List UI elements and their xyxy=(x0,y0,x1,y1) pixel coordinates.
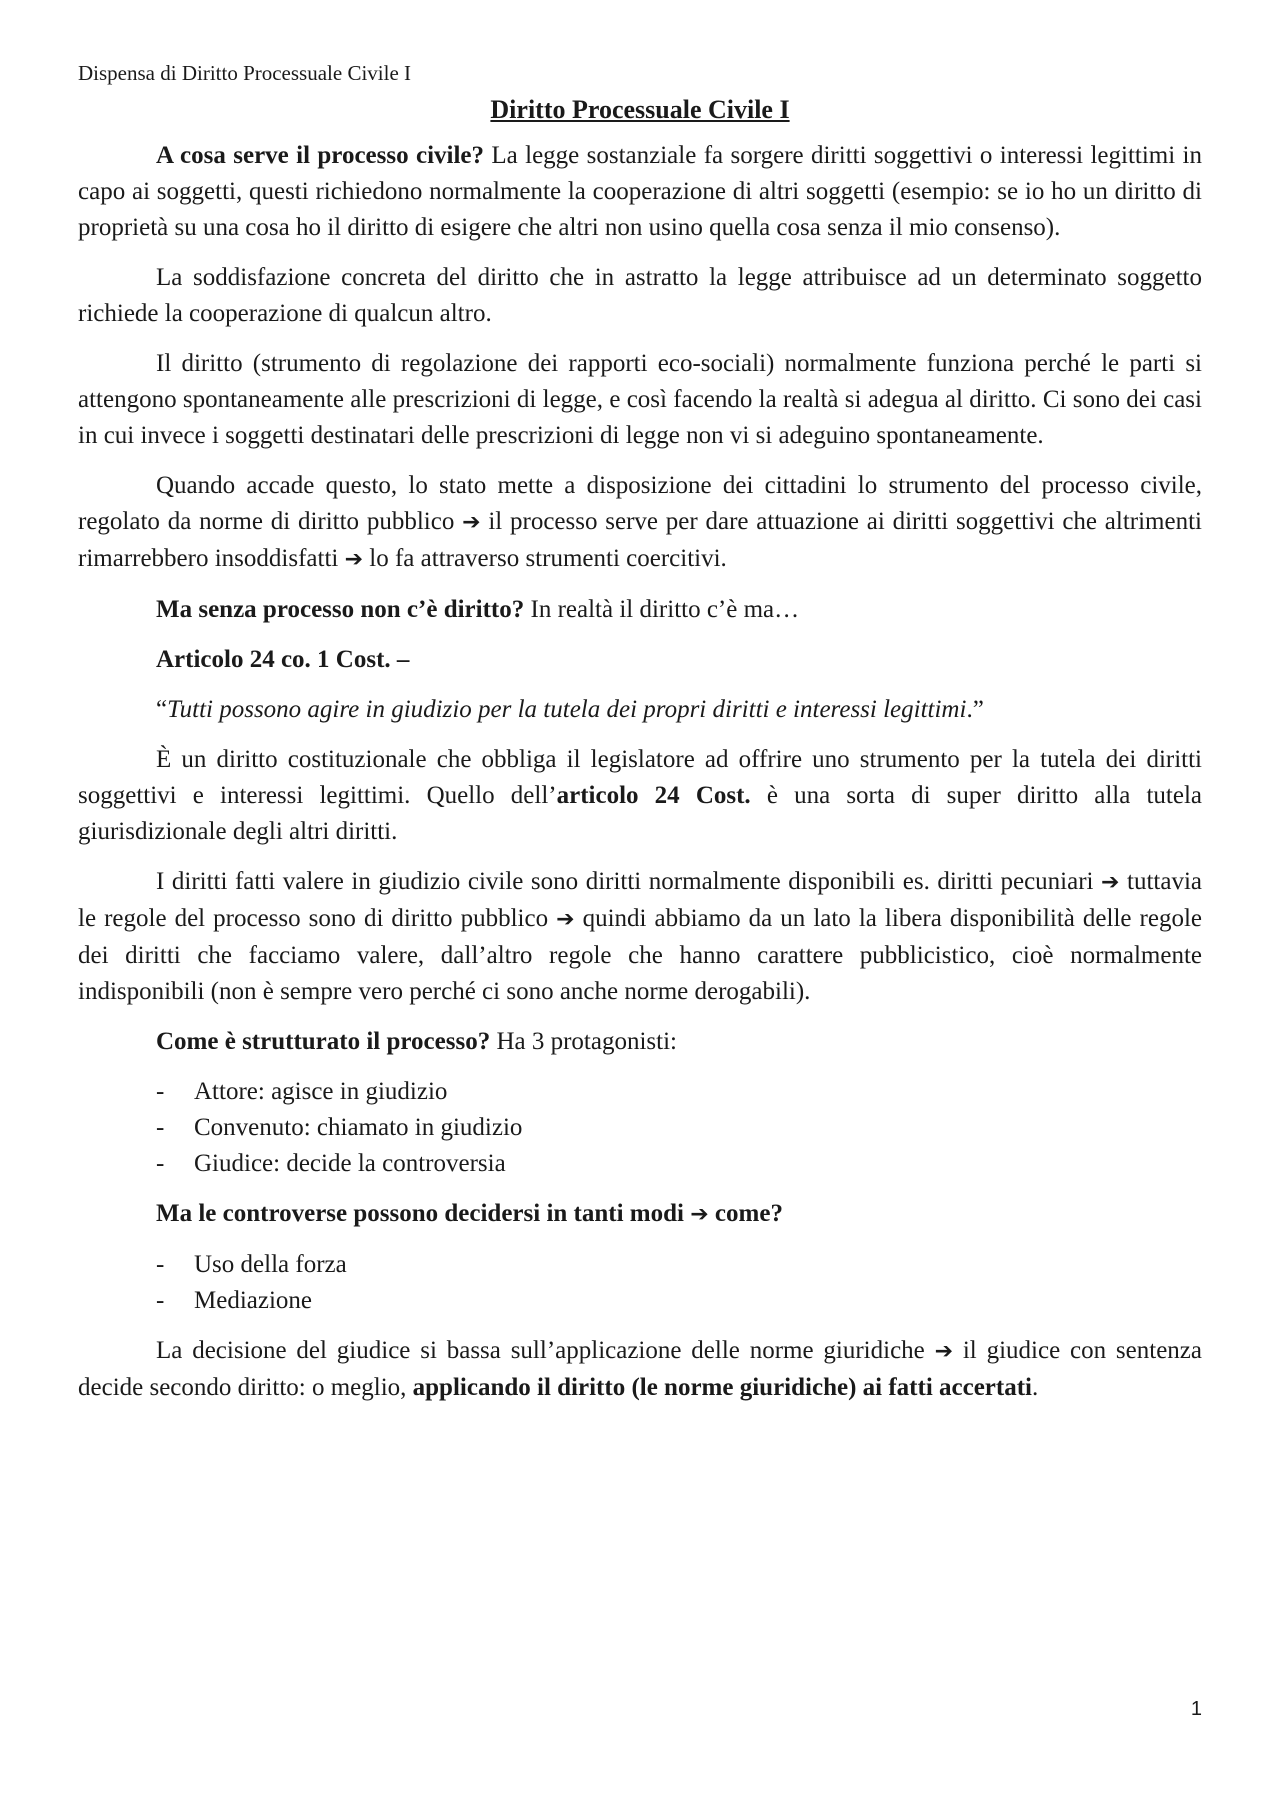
paragraph-purpose: A cosa serve il processo civile? La legge sostanziale fa sorgere diritti soggettivi o interessi legittimi in capo ai soggetti, questi richiedono normalmente la cooperazione di altri soggetti (esempio: se io ho un diritto di proprietà su una cosa ho il diritto di esigere che altri non usino quella cosa senza il mio consenso). xyxy=(78,142,1202,241)
dash-bullet: - xyxy=(156,1287,165,1314)
document-title: Diritto Processuale Civile I xyxy=(490,95,790,124)
dash-bullet: - xyxy=(156,1078,165,1105)
list-item: - Convenuto: chiamato in giudizio xyxy=(156,1110,1202,1146)
dash-bullet: - xyxy=(156,1150,165,1177)
paragraph-article-heading: Articolo 24 co. 1 Cost. – xyxy=(156,646,410,673)
arrow-icon: ➔ xyxy=(462,510,481,535)
paragraph-law-function: Il diritto (strumento di regolazione dei rapporti eco-sociali) normalmente funziona perché le parti si attengono spontaneamente alle prescrizioni di legge, e così facendo la realtà si adegua al diritto. Ci sono dei casi in cui invece i soggetti destinatari delle prescrizioni di legge non vi si adeguino spontaneamente. xyxy=(78,350,1202,449)
question-lead: A cosa serve il processo civile? xyxy=(156,142,485,169)
dash-bullet: - xyxy=(156,1251,165,1278)
paragraph-satisfaction: La soddisfazione concreta del diritto che in astratto la legge attribuisce ad un determinato soggetto richiede la cooperazione di qualcun altro. xyxy=(78,264,1202,327)
list-item: - Attore: agisce in giudizio xyxy=(156,1074,1202,1110)
list-item: - Mediazione xyxy=(156,1283,1202,1319)
question-lead: Ma senza processo non c’è diritto? xyxy=(156,596,525,623)
paragraph-judge-decision: La decisione del giudice si bassa sull’applicazione delle norme giuridiche ➔ il giudice con sentenza decide secondo diritto: o meglio, applicando il diritto (le norme giuridiche) ai fatti accertati. xyxy=(78,1337,1202,1401)
running-header: Dispensa di Diritto Processuale Civile I xyxy=(78,61,412,85)
paragraph-structure: Come è strutturato il processo? Ha 3 protagonisti: xyxy=(156,1028,677,1055)
methods-list xyxy=(78,1247,1202,1319)
arrow-icon: ➔ xyxy=(934,1339,954,1364)
protagonists-list xyxy=(78,1074,1202,1182)
arrow-icon: ➔ xyxy=(690,1202,709,1227)
paragraph-civil-process: Quando accade questo, lo stato mette a disposizione dei cittadini lo strumento del processo civile, regolato da norme di diritto pubblico ➔ il processo serve per dare attuazione ai diritti soggettivi che altrimenti rimarrebbero insoddisfatti ➔ lo fa attraverso strumenti coercitivi. xyxy=(78,472,1202,572)
list-item: - Uso della forza xyxy=(156,1247,1202,1283)
dash-bullet: - xyxy=(156,1114,165,1141)
question-lead: Come è strutturato il processo? xyxy=(156,1028,491,1055)
article-quote: “Tutti possono agire in giudizio per la tutela dei propri diritti e interessi legittimi.” xyxy=(156,696,984,723)
list-item: - Giudice: decide la controversia xyxy=(156,1146,1202,1182)
paragraph-without-process: Ma senza processo non c’è diritto? In realtà il diritto c’è ma… xyxy=(156,596,800,623)
document-body xyxy=(78,92,1202,1420)
paragraph-constitutional-right: È un diritto costituzionale che obbliga il legislatore ad offrire uno strumento per la tutela dei diritti soggettivi e interessi legittimi. Quello dell’articolo 24 Cost. è una sorta di super diritto alla tutela giurisdizionale degli altri diritti. xyxy=(78,746,1203,845)
paragraph-disposable-rights: I diritti fatti valere in giudizio civile sono diritti normalmente disponibili es. diritti pecuniari ➔ tuttavia le regole del processo sono di diritto pubblico ➔ quindi abbiamo da un lato la libera disponibilità delle regole dei diritti che facciamo valere, dall’altro regole che hanno carattere pubblicistico, cioè normalmente indisponibili (non è sempre vero perché ci sono anche norme derogabili). xyxy=(78,868,1202,1005)
paragraph-controversies: Ma le controverse possono decidersi in tanti modi ➔ come? xyxy=(156,1200,783,1227)
arrow-icon: ➔ xyxy=(1101,870,1120,895)
arrow-icon: ➔ xyxy=(556,907,575,932)
page-number: 1 xyxy=(1190,1698,1202,1720)
arrow-icon: ➔ xyxy=(344,547,364,572)
